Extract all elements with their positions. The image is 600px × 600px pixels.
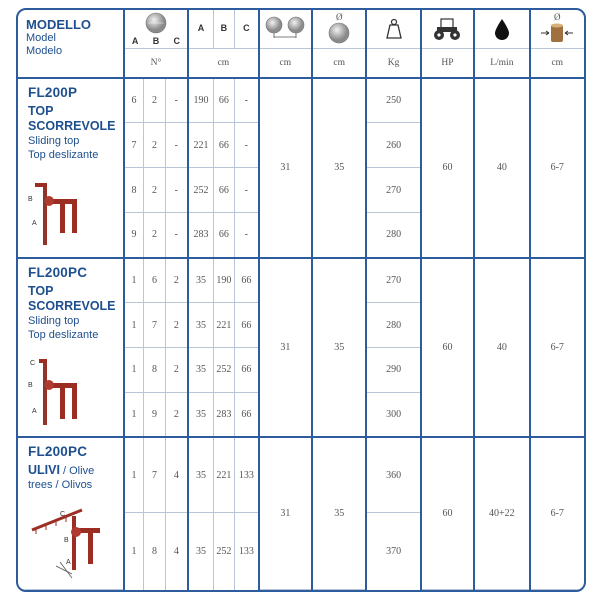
cell-s1-r3-b: 2	[144, 168, 165, 213]
cell-s2-r3-kg: 290	[366, 348, 420, 393]
cell-s2-branch: 6-7	[530, 258, 584, 438]
length-a-header: A	[188, 10, 213, 48]
cell-s2-r3-lc: 66	[234, 348, 258, 393]
cell-s2-r2-b: 7	[144, 303, 165, 348]
spec-table-frame	[16, 8, 586, 592]
model-top: ULIVI	[28, 463, 60, 478]
cell-s2-r2-c: 2	[165, 303, 188, 348]
cell-s1-width: 31	[259, 78, 312, 258]
unit-weight: Kg	[366, 48, 420, 78]
cell-s1-hp: 60	[421, 78, 474, 258]
length-c-header: C	[234, 10, 258, 48]
cell-s1-r3-c: -	[165, 168, 188, 213]
length-b-header: B	[213, 10, 234, 48]
model-cell-fl200pc-top	[18, 258, 124, 438]
abc-label-c: C	[173, 35, 181, 46]
model-top-2: SCORREVOLE	[28, 298, 116, 313]
cell-s3-r2-lc: 133	[234, 513, 258, 590]
model-cell-fl200p	[18, 78, 124, 258]
model-en: trees / Olivos	[28, 479, 93, 492]
cell-s1-r4-b: 2	[144, 213, 165, 258]
branch-diameter-symbol: Ø	[554, 12, 561, 23]
cell-s2-r3-la: 35	[188, 348, 213, 393]
modello-en: Model	[26, 32, 56, 44]
model-name: FL200PC	[28, 444, 88, 460]
cell-s3-r1-lc: 133	[234, 437, 258, 513]
cell-s3-r1-c: 4	[165, 437, 188, 513]
cell-s2-diameter: 35	[312, 258, 366, 438]
cell-s3-r2-c: 4	[165, 513, 188, 590]
cell-s3-r2-lb: 252	[213, 513, 234, 590]
model-cell-fl200pc-olive	[18, 437, 124, 589]
cell-s2-r4-c: 2	[165, 392, 188, 437]
cell-s1-r2-lb: 66	[213, 123, 234, 168]
branch-header	[530, 10, 584, 48]
cell-s2-hp: 60	[421, 258, 474, 438]
flow-header	[474, 10, 529, 48]
cell-s1-r2-kg: 260	[366, 123, 420, 168]
cell-s1-r3-lc: -	[234, 168, 258, 213]
cell-s3-r1-la: 35	[188, 437, 213, 513]
unit-width: cm	[259, 48, 312, 78]
cell-s1-r1-kg: 250	[366, 78, 420, 123]
cell-s3-hp: 60	[421, 437, 474, 589]
cell-s2-r4-lb: 283	[213, 392, 234, 437]
cell-s3-diameter: 35	[312, 437, 366, 589]
machine-illustration-1	[26, 179, 88, 249]
cell-s3-r2-la: 35	[188, 513, 213, 590]
cell-s3-r1-a: 1	[124, 437, 144, 513]
cell-s3-width: 31	[259, 437, 312, 589]
illus-label-c: C	[30, 359, 36, 367]
cell-s2-r1-kg: 270	[366, 258, 420, 303]
unit-lengths: cm	[188, 48, 258, 78]
disk-count-header	[124, 10, 188, 48]
width-header	[259, 10, 312, 48]
cell-s2-width: 31	[259, 258, 312, 438]
machine-illustration-2	[26, 357, 88, 429]
illus-label-c: C	[60, 511, 66, 519]
spec-table	[18, 10, 584, 590]
unit-disks: N°	[124, 48, 188, 78]
model-es: Top deslizante	[28, 149, 99, 161]
cell-s1-r4-c: -	[165, 213, 188, 258]
cell-s1-diameter: 35	[312, 78, 366, 258]
log-diameter-icon	[540, 22, 574, 44]
cell-s3-r2-b: 8	[144, 513, 165, 590]
cell-s2-r1-c: 2	[165, 258, 188, 303]
cell-s1-branch: 6-7	[530, 78, 584, 258]
modello-header	[18, 10, 124, 78]
cell-s3-r1-lb: 221	[213, 437, 234, 513]
model-en: Sliding top	[28, 314, 80, 327]
cell-s2-r3-c: 2	[165, 348, 188, 393]
cell-s2-r4-la: 35	[188, 392, 213, 437]
cell-s1-r4-a: 9	[124, 213, 144, 258]
abc-label-a: A	[131, 35, 139, 46]
modello-es: Modelo	[26, 45, 63, 57]
cell-s1-r3-lb: 66	[213, 168, 234, 213]
cell-s1-r2-la: 221	[188, 123, 213, 168]
cell-s1-r3-a: 8	[124, 168, 144, 213]
cell-s2-r1-lc: 66	[234, 258, 258, 303]
cell-s1-r3-la: 252	[188, 168, 213, 213]
illus-label-b: B	[28, 196, 33, 203]
illus-label-a: A	[66, 559, 71, 567]
unit-flow: L/min	[474, 48, 529, 78]
cell-s1-r1-lc: -	[234, 78, 258, 123]
cell-s2-r4-lc: 66	[234, 392, 258, 437]
unit-diameter: cm	[312, 48, 366, 78]
cell-s2-r1-b: 6	[144, 258, 165, 303]
double-disk-icon	[265, 16, 305, 42]
weight-icon	[383, 18, 405, 40]
unit-power: HP	[421, 48, 474, 78]
cell-s2-r4-a: 1	[124, 392, 144, 437]
cell-s1-flow: 40	[474, 78, 529, 258]
cell-s1-r2-c: -	[165, 123, 188, 168]
unit-branch: cm	[530, 48, 584, 78]
cell-s1-r3-kg: 270	[366, 168, 420, 213]
model-top-suffix: / Olive	[59, 465, 95, 478]
cell-s1-r2-a: 7	[124, 123, 144, 168]
cell-s2-r1-lb: 190	[213, 258, 234, 303]
model-top-2: SCORREVOLE	[28, 119, 116, 133]
cell-s1-r1-b: 2	[144, 78, 165, 123]
abc-label-b: B	[152, 35, 160, 46]
cell-s1-r2-lc: -	[234, 123, 258, 168]
tractor-icon	[432, 17, 462, 41]
cell-s3-r2-kg: 370	[366, 513, 420, 590]
diameter-symbol: Ø	[335, 12, 343, 23]
diameter-disk-icon	[328, 22, 350, 44]
model-name: FL200PC	[28, 264, 88, 280]
cell-s2-r2-lc: 66	[234, 303, 258, 348]
cell-s2-r2-la: 35	[188, 303, 213, 348]
cell-s2-r1-a: 1	[124, 258, 144, 303]
model-es: Top deslizante	[28, 328, 99, 341]
illus-label-b: B	[64, 537, 69, 545]
model-en: Sliding top	[28, 135, 80, 147]
cell-s1-r1-la: 190	[188, 78, 213, 123]
modello-title: MODELLO	[26, 17, 91, 32]
cell-s2-r4-kg: 300	[366, 392, 420, 437]
illus-label-a: A	[32, 220, 37, 227]
cell-s1-r1-a: 6	[124, 78, 144, 123]
cell-s3-r1-kg: 360	[366, 437, 420, 513]
cell-s2-r2-a: 1	[124, 303, 144, 348]
cell-s2-r2-kg: 280	[366, 303, 420, 348]
illus-label-a: A	[32, 407, 37, 415]
weight-header	[366, 10, 420, 48]
cell-s1-r4-lc: -	[234, 213, 258, 258]
cell-s3-r1-b: 7	[144, 437, 165, 513]
cell-s1-r4-la: 283	[188, 213, 213, 258]
model-top: TOP	[28, 283, 54, 298]
cell-s1-r4-kg: 280	[366, 213, 420, 258]
cell-s1-r1-lb: 66	[213, 78, 234, 123]
model-name: FL200P	[28, 85, 78, 100]
cell-s1-r4-lb: 66	[213, 213, 234, 258]
cell-s3-r2-a: 1	[124, 513, 144, 590]
cell-s2-r3-lb: 252	[213, 348, 234, 393]
cell-s2-r3-a: 1	[124, 348, 144, 393]
cell-s3-branch: 6-7	[530, 437, 584, 589]
cell-s2-r3-b: 8	[144, 348, 165, 393]
diameter-header	[312, 10, 366, 48]
cell-s3-flow: 40+22	[474, 437, 529, 589]
cell-s1-r2-b: 2	[144, 123, 165, 168]
cell-s2-r4-b: 9	[144, 392, 165, 437]
cell-s2-r2-lb: 221	[213, 303, 234, 348]
illus-label-b: B	[28, 381, 33, 389]
cell-s2-flow: 40	[474, 258, 529, 438]
cell-s1-r1-c: -	[165, 78, 188, 123]
cell-s2-r1-la: 35	[188, 258, 213, 303]
machine-illustration-3	[26, 502, 106, 582]
power-header	[421, 10, 474, 48]
oil-drop-icon	[494, 18, 510, 40]
disk-icon	[145, 12, 167, 34]
model-top: TOP	[28, 104, 54, 118]
